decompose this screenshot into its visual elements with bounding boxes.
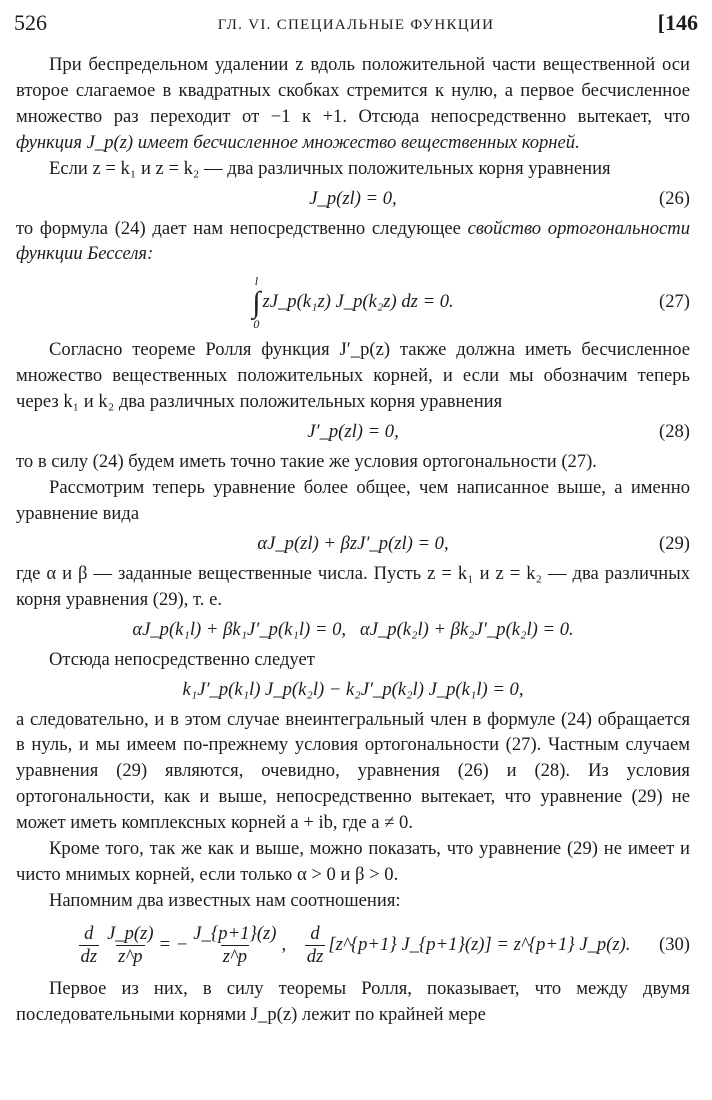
equation-30 xyxy=(16,914,690,976)
fraction-denominator: z^p xyxy=(222,945,248,967)
equation-roots xyxy=(16,613,690,647)
fraction-numerator: d xyxy=(310,922,320,944)
integral-symbol: ∫ xyxy=(252,286,261,320)
equation-formula xyxy=(252,267,453,337)
integral-upper-limit: l xyxy=(254,274,259,289)
equation-28 xyxy=(16,415,690,449)
fraction-denominator: dz xyxy=(306,945,324,967)
derivative-operator xyxy=(79,923,100,968)
equation-rhs: [z^{p+1} J_{p+1}(z)] = z^{p+1} J_p(z). xyxy=(328,933,631,955)
paragraph-roots xyxy=(16,52,690,156)
equation-number: (29) xyxy=(659,532,690,554)
paragraph-same-conditions: то в силу (24) будем иметь точно такие же условия ортогональности (27). xyxy=(16,451,597,473)
paragraph-no-imaginary-roots: Кроме того, так же как и выше, можно показать, что уравнение (29) не имеет и чисто мнимых корней, если только α > 0 и β > 0. xyxy=(16,838,690,885)
equation-number: (26) xyxy=(659,187,690,209)
equation-number: (30) xyxy=(659,933,690,955)
equation-formula: k₁J′_p(k₁l) J_p(k₂l) − k₂J′_p(k₂l) J_p(k₁l) = 0, xyxy=(182,678,524,700)
paragraph-no-complex-roots: а следовательно, и в этом случае внеинтегральный член в формуле (24) обращается в нуль, и мы имеем по-прежнему условия ортогональности (27). Частным случаем уравнения (29) являются, очевидно, уравнения (26) и (28). Из условия ортогональности, как и выше, непосредственно вытекает, что уравнение (29) не может иметь комплексных корней a + ib, где a ≠ 0. xyxy=(16,708,690,834)
fraction-numerator: d xyxy=(84,922,94,944)
equation-formula: αJ_p(k₁l) + βk₁J′_p(k₁l) = 0, αJ_p(k₂l) + βk₂J′_p(k₂l) = 0. xyxy=(132,618,574,640)
fraction-numerator: J_{p+1}(z) xyxy=(193,922,277,944)
equation-formula: J′_p(zl) = 0, xyxy=(307,421,399,443)
equation-27 xyxy=(16,267,690,337)
fraction-jp1-over-zp xyxy=(191,923,278,968)
page-number: 526 xyxy=(14,10,47,35)
theorem-statement: функция J_p(z) имеет бесчисленное множество вещественных корней. xyxy=(16,131,580,153)
equation-29 xyxy=(16,527,690,561)
page-header xyxy=(14,10,698,38)
fraction-numerator: J_p(z) xyxy=(107,922,154,944)
equation-26 xyxy=(16,182,690,216)
integrand: zJ_p(k₁z) J_p(k₂z) dz = 0. xyxy=(262,291,454,313)
equation-formula xyxy=(76,914,631,976)
paragraph-follows: Отсюда непосредственно следует xyxy=(49,648,315,670)
paragraph-alpha-beta: где α и β — заданные вещественные числа. Пусть z = k₁ и z = k₂ — два различных корня уравнения (29), т. е. xyxy=(16,562,690,610)
comma: , xyxy=(281,933,287,955)
paragraph-roots-k1-k2: Если z = k₁ и z = k₂ — два различных положительных корня уравнения xyxy=(49,157,611,179)
page-body xyxy=(16,52,690,1028)
equation-consequence xyxy=(16,673,690,707)
paragraph-recall: Напомним два известных нам соотношения: xyxy=(49,889,401,911)
orthogonality-property: свойство ортогональности функции Бесселя: xyxy=(16,217,690,265)
paragraph-orthogonality xyxy=(16,216,690,268)
equation-formula: αJ_p(zl) + βzJ′_p(zl) = 0, xyxy=(257,532,449,554)
fraction-denominator: dz xyxy=(80,945,98,967)
fraction-jp-over-zp xyxy=(105,923,155,968)
section-number: [146 xyxy=(657,10,698,35)
paragraph-interlacing: Первое из них, в силу теоремы Ролля, показывает, что между двумя последовательными корнями J_p(z) лежит по крайней мере xyxy=(16,977,690,1025)
integral-lower-limit: 0 xyxy=(253,317,260,332)
equation-number: (28) xyxy=(659,421,690,443)
equation-number: (27) xyxy=(659,291,690,313)
paragraph-rolle: Согласно теореме Ролля функция J′_p(z) также должна иметь бесчисленное множество вещественных положительных корней, и если мы обозначим теперь через k₁ и k₂ два различных положительных корня уравнения xyxy=(16,339,690,413)
paragraph-text: то формула (24) дает нам непосредственно следующее xyxy=(16,217,468,239)
integral-sign xyxy=(252,275,260,331)
equals-minus: = − xyxy=(158,933,189,955)
equation-formula: J_p(zl) = 0, xyxy=(309,187,397,209)
paragraph-general-equation: Рассмотрим теперь уравнение более общее, чем написанное выше, а именно уравнение вида xyxy=(16,476,690,524)
fraction-denominator: z^p xyxy=(118,945,143,967)
running-title: ГЛ. VI. СПЕЦИАЛЬНЫЕ ФУНКЦИИ xyxy=(217,17,495,33)
derivative-operator xyxy=(305,923,326,968)
paragraph-text: При беспредельном удалении z вдоль положительной части вещественной оси второе слагаемое в квадратных скобках стремится к нулю, а первое бесчисленное множество раз переходит от −1 к +1. Отсюда непосредственно вытекает, что xyxy=(16,54,690,127)
